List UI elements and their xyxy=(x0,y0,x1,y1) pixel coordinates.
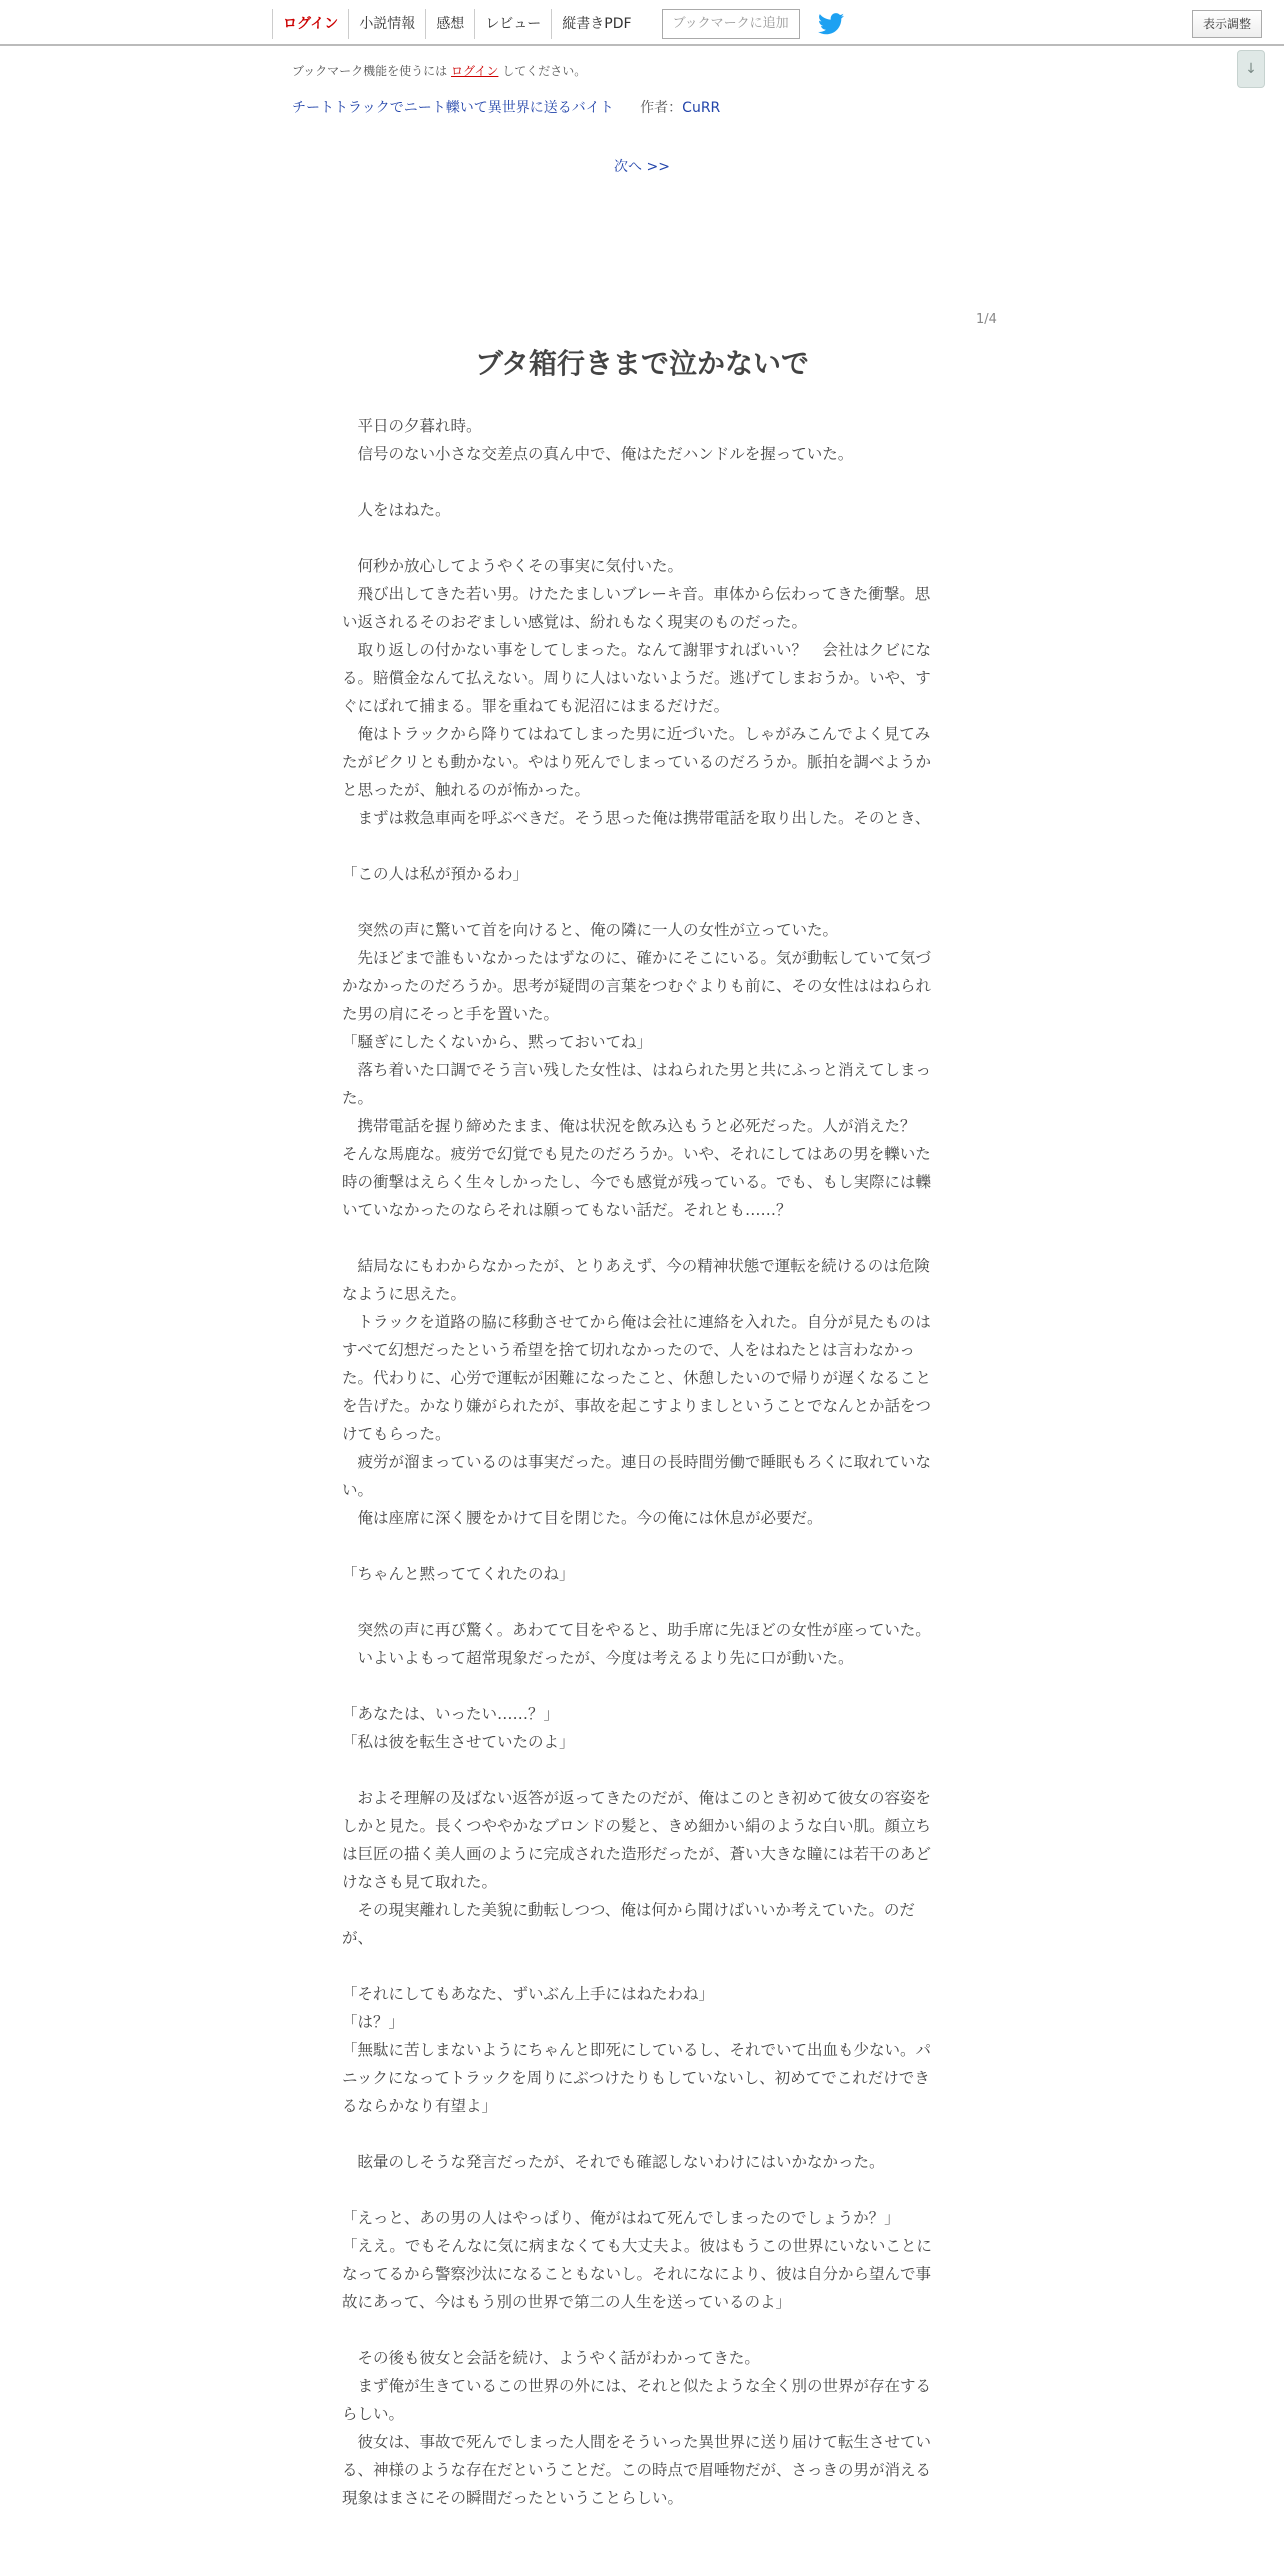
blank-line xyxy=(342,1588,936,1616)
bookmark-login-note xyxy=(292,62,586,79)
blank-line xyxy=(342,1672,936,1700)
bookmark-login-link[interactable]: ログイン xyxy=(451,64,499,78)
blank-line xyxy=(342,832,936,860)
paragraph: 突然の声に再び驚く。あわてて目をやると、助手席に先ほどの女性が座っていた。 xyxy=(342,1621,931,1639)
paragraph: いよいよもって超常現象だったが、今度は考えるより先に口が動いた。 xyxy=(342,1649,854,1667)
paragraph: 眩暈のしそうな発言だったが、それでも確認しないわけにはいかなかった。 xyxy=(342,2153,885,2171)
blank-line xyxy=(342,1224,936,1252)
chapter-title: ブタ箱行きまで泣かないで xyxy=(474,347,810,380)
paragraph: 信号のない小さな交差点の真ん中で、俺はただハンドルを握っていた。 xyxy=(342,445,854,463)
paragraph: 取り返しの付かない事をしてしまった。なんて謝罪すればいい？ 会社はクビになる。賠償金なんて払えない。周りに人はいないようだ。逃げてしまおうか。いや、すぐにばれて捕まる。罪を重ねても泥沼にはまるだけだ。 xyxy=(342,641,932,715)
blank-line xyxy=(342,888,936,916)
paragraph: 平日の夕暮れ時。 xyxy=(342,417,482,435)
blank-line xyxy=(342,2316,936,2344)
nav-login-link[interactable]: ログイン xyxy=(272,9,348,39)
display-settings-button[interactable]: 表示調整 xyxy=(1192,10,1262,38)
paragraph: 「騒ぎにしたくないから、黙っておいてね」 xyxy=(342,1033,653,1051)
paragraph: 「えっと、あの男の人はやっぱり、俺がはねて死んでしまったのでしょうか？」 xyxy=(342,2209,900,2227)
series-info xyxy=(292,97,720,117)
next-page-link[interactable]: 次へ >> xyxy=(614,159,670,175)
nav-review-link[interactable]: レビュー xyxy=(474,9,551,39)
novel-body xyxy=(342,412,936,2512)
paragraph: 「ちゃんと黙っててくれたのね」 xyxy=(342,1565,575,1583)
blank-line xyxy=(342,1532,936,1560)
author-label: 作者： xyxy=(640,100,683,116)
paragraph: 突然の声に驚いて首を向けると、俺の隣に一人の女性が立っていた。 xyxy=(342,921,839,939)
paragraph: 彼女は、事故で死んでしまった人間をそういった異世界に送り届けて転生させている、神様のような存在だということだ。この時点で眉唾物だが、さっきの男が消える現象はまさにその瞬間だったということらしい。 xyxy=(342,2433,932,2507)
series-title-link[interactable]: チートトラックでニート轢いて異世界に送るバイト xyxy=(292,100,614,116)
nav-novel-info-link[interactable]: 小説情報 xyxy=(348,9,425,39)
paragraph: 「無駄に苦しまないようにちゃんと即死にしているし、それでいて出血も少ない。パニックになってトラックを周りにぶつけたりもしていないし、初めてでこれだけできるならかなり有望よ」 xyxy=(342,2041,932,2115)
paragraph: 何秒か放心してようやくその事実に気付いた。 xyxy=(342,557,684,575)
blank-line xyxy=(342,2120,936,2148)
author-name-link[interactable]: CuRR xyxy=(682,100,721,116)
paragraph: その現実離れした美貌に動転しつつ、俺は何から聞けばいいか考えていた。のだが、 xyxy=(342,1901,915,1947)
paragraph: 携帯電話を握り締めたまま、俺は状況を飲み込もうと必死だった。人が消えた？ そんな馬鹿な。疲労で幻覚でも見たのだろうか。いや、それにしてはあの男を轢いた時の衝撃はえらく生々しかったし、今でも感覚が残っている。でも、もし実際には轢いていなかったのならそれは願ってもない話だ。それとも……？ xyxy=(342,1117,932,1219)
paragraph: まずは救急車両を呼ぶべきだ。そう思った俺は携帯電話を取り出した。そのとき、 xyxy=(342,809,931,827)
page-number: 1/4 xyxy=(976,312,997,327)
paragraph: 「それにしてもあなた、ずいぶん上手にはねたわね」 xyxy=(342,1985,715,2003)
paragraph: 結局なにもわからなかったが、とりあえず、今の精神状態で運転を続けるのは危険なように思えた。 xyxy=(342,1257,930,1303)
paragraph: 「この人は私が預かるわ」 xyxy=(342,865,529,883)
nav-impressions-link[interactable]: 感想 xyxy=(425,9,474,39)
scroll-down-button[interactable]: ↓ xyxy=(1237,50,1265,88)
paragraph: まず俺が生きているこの世界の外には、それと似たような全く別の世界が存在するらしい。 xyxy=(342,2377,932,2423)
paragraph: およそ理解の及ばない返答が返ってきたのだが、俺はこのとき初めて彼女の容姿をしかと見た。長くつややかなブロンドの髪と、きめ細かい絹のような白い肌。顔立ちは巨匠の描く美人画のように完成された造形だったが、蒼い大きな瞳には若干のあどけなさも見て取れた。 xyxy=(342,1789,932,1891)
site-header xyxy=(0,0,1284,46)
paragraph: 「あなたは、いったい……？」 xyxy=(342,1705,560,1723)
header-nav xyxy=(272,8,844,40)
bookmark-note-suffix: してください。 xyxy=(502,64,587,78)
blank-line xyxy=(342,524,936,552)
add-bookmark-button[interactable]: ブックマークに追加 xyxy=(662,9,800,39)
paragraph: 「私は彼を転生させていたのよ」 xyxy=(342,1733,575,1751)
paragraph: その後も彼女と会話を続け、ようやく話がわかってきた。 xyxy=(342,2349,760,2367)
paragraph: 俺は座席に深く腰をかけて目を閉じた。今の俺には休息が必要だ。 xyxy=(342,1509,823,1527)
blank-line xyxy=(342,1756,936,1784)
nav-vertical-pdf-link[interactable]: 縦書きPDF xyxy=(551,9,641,39)
paragraph: 落ち着いた口調でそう言い残した女性は、はねられた男と共にふっと消えてしまった。 xyxy=(342,1061,932,1107)
paragraph: 先ほどまで誰もいなかったはずなのに、確かにそこにいる。気が動転していて気づかなかったのだろうか。思考が疑問の言葉をつむぐよりも前に、その女性ははねられた男の肩にそっと手を置いた。 xyxy=(342,949,932,1023)
paragraph: 飛び出してきた若い男。けたたましいブレーキ音。車体から伝わってきた衝撃。思い返されるそのおぞましい感覚は、紛れもなく現実のものだった。 xyxy=(342,585,931,631)
paragraph: 疲労が溜まっているのは事実だった。連日の長時間労働で睡眠もろくに取れていない。 xyxy=(342,1453,932,1499)
bookmark-note-prefix: ブックマーク機能を使うには xyxy=(292,64,448,78)
paragraph: 「は？」 xyxy=(342,2013,405,2031)
paragraph: トラックを道路の脇に移動させてから俺は会社に連絡を入れた。自分が見たものはすべて幻想だったという希望を捨て切れなかったので、人をはねたとは言わなかった。代わりに、心労で運転が困難になったこと、休憩したいので帰りが遅くなることを告げた。かなり嫌がられたが、事故を起こすよりましということでなんとか話をつけてもらった。 xyxy=(342,1313,932,1443)
blank-line xyxy=(342,2176,936,2204)
blank-line xyxy=(342,1952,936,1980)
paragraph: 「ええ。でもそんなに気に病まなくても大丈夫よ。彼はもうこの世界にいないことになってるから警察沙汰になることもないし。それになにより、彼は自分から望んで事故にあって、今はもう別の世界で第二の人生を送っているのよ」 xyxy=(342,2237,932,2311)
blank-line xyxy=(342,468,936,496)
paragraph: 俺はトラックから降りてはねてしまった男に近づいた。しゃがみこんでよく見てみたがピクリとも動かない。やはり死んでしまっているのだろうか。脈拍を調べようかと思ったが、触れるのが怖かった。 xyxy=(342,725,932,799)
twitter-icon[interactable] xyxy=(818,13,844,35)
paragraph: 人をはねた。 xyxy=(342,501,451,519)
